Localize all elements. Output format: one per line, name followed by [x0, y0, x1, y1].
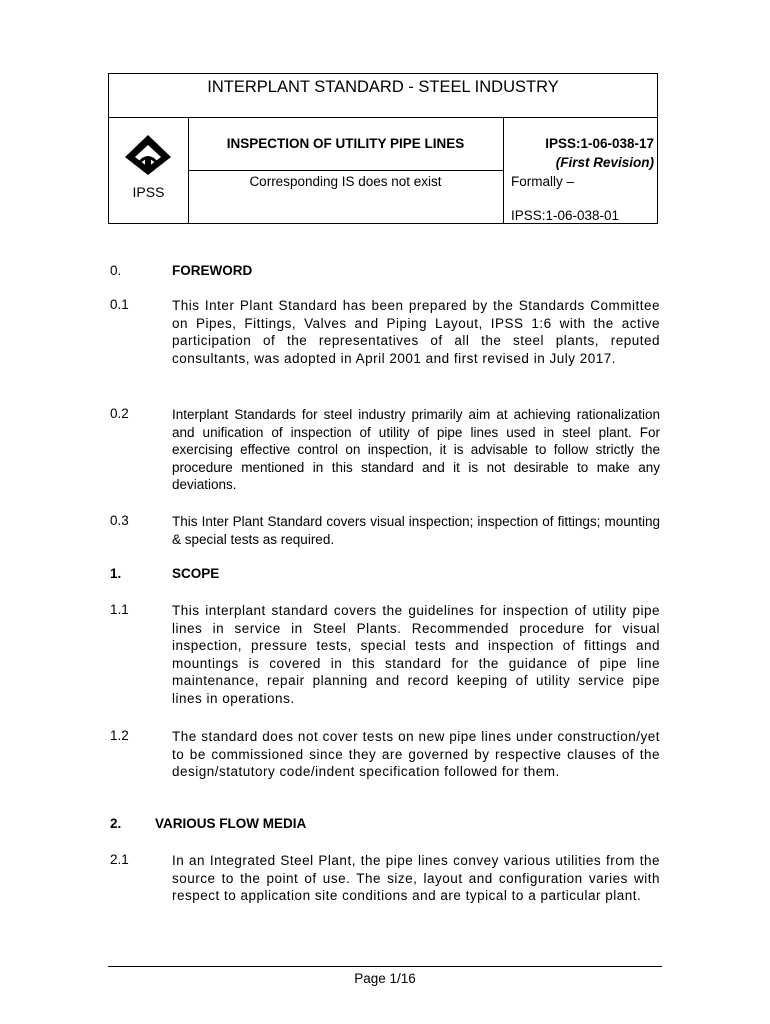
divider — [503, 118, 504, 223]
formally-label: Formally – — [511, 174, 575, 189]
clause-text: The standard does not cover tests on new pipe lines under construction/yet to be commissioned since they are governed by respective clauses of the design/statutory code/indent specification followed for them. — [172, 729, 660, 779]
revision-label: (First Revision) — [555, 155, 654, 170]
header-table — [108, 73, 658, 224]
clause-number: 1.1 — [110, 602, 129, 617]
ipss-logo-icon — [123, 133, 173, 177]
page-number: Page 1/16 — [354, 971, 416, 986]
standard-title: INTERPLANT STANDARD - STEEL INDUSTRY — [207, 78, 559, 96]
document-code: IPSS:1-06-038-17 — [545, 136, 654, 151]
divider — [188, 170, 503, 171]
section-heading: VARIOUS FLOW MEDIA — [155, 816, 307, 831]
clause-text: This interplant standard covers the guidelines for inspection of utility pipe lines in service in Steel Plants. Recommended procedure for visual inspection, pressure tests, special tests and inspection of fittings and mountings is covered in this standard for the guidance of pipe line maintenance, repair planning and record keeping of utility service pipe lines in operations. — [172, 603, 660, 706]
clause-number: 1.2 — [110, 728, 129, 743]
clause-number: 2.1 — [110, 852, 129, 867]
clause-text: In an Integrated Steel Plant, the pipe lines convey various utilities from the source to the point of use. The size, layout and configuration varies with respect to application site conditions and are typical to a particular plant. — [172, 853, 660, 903]
clause-number: 0.2 — [110, 406, 129, 421]
clause-number: 0.1 — [110, 297, 129, 312]
section-number: 0. — [110, 263, 122, 278]
clause-text: This Inter Plant Standard covers visual inspection; inspection of fittings; mounting & special tests as required. — [172, 514, 660, 547]
clause-text: Interplant Standards for steel industry primarily aim at achieving rationalization and unification of inspection of utility of pipe lines used in steel plant. For exercising effective control on inspection, it is advisable to follow strictly the procedure mentioned in this standard and it is not desirable to make any deviations. — [172, 407, 660, 492]
logo-label: IPSS — [132, 184, 165, 200]
document-title: INSPECTION OF UTILITY PIPE LINES — [226, 136, 465, 151]
old-code: IPSS:1-06-038-01 — [511, 208, 620, 223]
clause-text: This Inter Plant Standard has been prepared by the Standards Committee on Pipes, Fittings, Valves and Piping Layout, IPSS 1:6 with the active participation of the representatives of all the steel plants, reputed consultants, was adopted in April 2001 and first revised in July 2017. — [172, 298, 660, 366]
section-number: 1. — [110, 566, 122, 581]
footer-rule — [108, 966, 662, 967]
section-heading: SCOPE — [172, 566, 220, 581]
clause-number: 0.3 — [110, 513, 129, 528]
section-heading: FOREWORD — [172, 263, 253, 278]
corresponding-is: Corresponding IS does not exist — [249, 174, 442, 189]
section-number: 2. — [110, 816, 122, 831]
header-title-row — [109, 74, 657, 118]
